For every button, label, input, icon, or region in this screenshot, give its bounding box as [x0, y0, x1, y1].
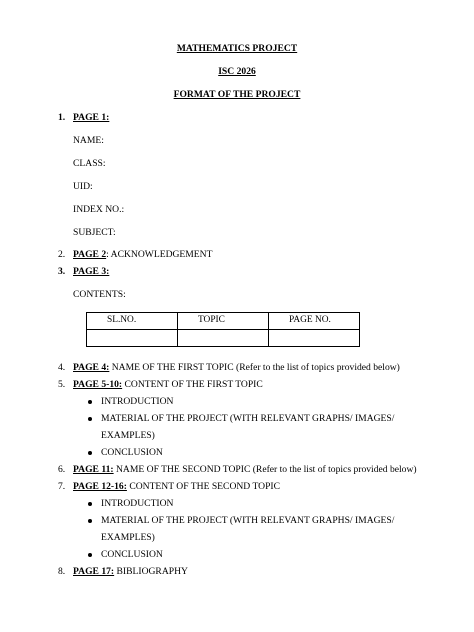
- field-uid: UID:: [73, 181, 93, 192]
- item-1-page: PAGE 1:: [73, 112, 110, 123]
- item-4-text: NAME OF THE FIRST TOPIC (Refer to the list of topics provided below): [109, 362, 400, 373]
- item-1-number: 1.: [58, 112, 66, 123]
- item-2-text: : ACKNOWLEDGEMENT: [106, 249, 213, 260]
- item-4-line: [73, 363, 400, 373]
- table-cell: [178, 330, 269, 347]
- bullet-material-continued: EXAMPLES): [101, 430, 155, 441]
- bullet-introduction: INTRODUCTION: [101, 498, 174, 509]
- bullet-icon: [88, 417, 92, 421]
- item-2-number: 2.: [58, 249, 66, 260]
- item-8-text: BIBLIOGRAPHY: [114, 566, 188, 577]
- bullet-material: MATERIAL OF THE PROJECT (WITH RELEVANT GRAPHS/ IMAGES/: [101, 515, 395, 526]
- item-3-page: PAGE 3:: [73, 266, 110, 277]
- bullet-icon: [88, 400, 92, 404]
- field-subject: SUBJECT:: [73, 227, 116, 238]
- bullet-introduction: INTRODUCTION: [101, 396, 174, 407]
- section-heading: FORMAT OF THE PROJECT: [173, 89, 301, 100]
- item-5-text: CONTENT OF THE FIRST TOPIC: [122, 379, 263, 390]
- bullet-conclusion: CONCLUSION: [101, 549, 163, 560]
- table-cell: [269, 330, 360, 347]
- item-2-line: [73, 250, 212, 260]
- item-8-line: [73, 567, 188, 577]
- document-title: MATHEMATICS PROJECT: [176, 43, 298, 54]
- item-7-line: [73, 482, 280, 492]
- item-6-page: PAGE 11:: [73, 464, 114, 475]
- item-3-number: 3.: [58, 266, 66, 277]
- bullet-conclusion: CONCLUSION: [101, 447, 163, 458]
- bullet-material-continued: EXAMPLES): [101, 532, 155, 543]
- field-index-no: INDEX NO.:: [73, 204, 125, 215]
- item-6-line: [73, 465, 417, 475]
- item-7-number: 7.: [58, 481, 66, 492]
- table-header-row: [87, 313, 360, 330]
- bullet-icon: [88, 553, 92, 557]
- item-6-number: 6.: [58, 464, 66, 475]
- table-cell: [87, 330, 178, 347]
- item-4-page: PAGE 4:: [73, 362, 110, 373]
- item-8-page: PAGE 17:: [73, 566, 115, 577]
- item-2-page: PAGE 2: [73, 249, 107, 260]
- contents-label: CONTENTS:: [73, 289, 126, 300]
- field-class: CLASS:: [73, 158, 106, 169]
- bullet-icon: [88, 451, 92, 455]
- field-name: NAME:: [73, 135, 104, 146]
- item-5-line: [73, 380, 263, 390]
- item-5-number: 5.: [58, 379, 66, 390]
- table-row: [87, 330, 360, 347]
- item-5-page: PAGE 5-10:: [73, 379, 123, 390]
- item-8-number: 8.: [58, 566, 66, 577]
- item-7-page: PAGE 12-16:: [73, 481, 127, 492]
- bullet-material: MATERIAL OF THE PROJECT (WITH RELEVANT GRAPHS/ IMAGES/: [101, 413, 395, 424]
- table-header-slno: SL.NO.: [87, 313, 178, 330]
- item-6-text: NAME OF THE SECOND TOPIC (Refer to the list of topics provided below): [113, 464, 417, 475]
- bullet-icon: [88, 502, 92, 506]
- table-header-topic: TOPIC: [178, 313, 269, 330]
- bullet-icon: [88, 519, 92, 523]
- item-4-number: 4.: [58, 362, 66, 373]
- contents-table: [86, 312, 360, 347]
- table-header-pageno: PAGE NO.: [269, 313, 360, 330]
- item-7-text: CONTENT OF THE SECOND TOPIC: [126, 481, 280, 492]
- exam-label: ISC 2026: [218, 66, 256, 77]
